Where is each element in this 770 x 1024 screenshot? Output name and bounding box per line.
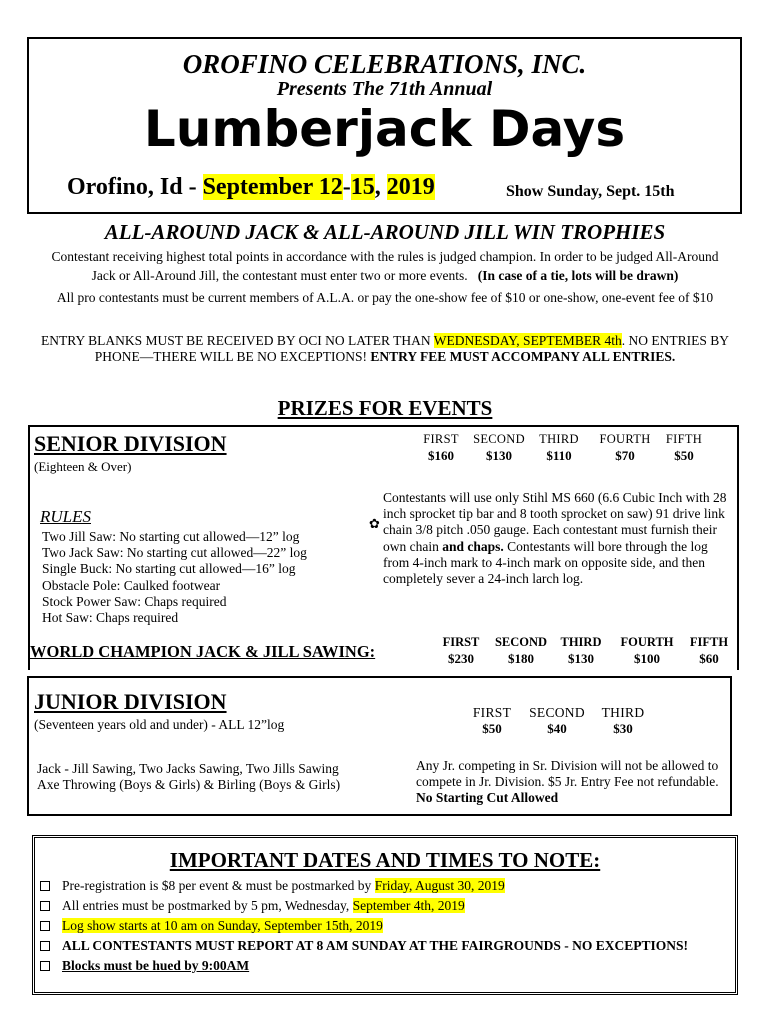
junior-prize-amount: $30 bbox=[613, 721, 633, 736]
trophies-heading: ALL-AROUND JACK & ALL-AROUND JILL WIN TROPHIES bbox=[104, 220, 666, 244]
event-title: Lumberjack Days bbox=[143, 100, 626, 158]
senior-prize-amount: $130 bbox=[486, 448, 512, 463]
location-date-line bbox=[67, 174, 435, 201]
date-item bbox=[40, 916, 688, 936]
junior-division-title: JUNIOR DIVISION bbox=[34, 689, 227, 714]
junior-events-line: Axe Throwing (Boys & Girls) & Birling (Boys & Girls) bbox=[37, 777, 341, 793]
champion-text: Contestant receiving highest total points in accordance with the rules is judged champion. In order to be judged All-Around Jack or All-Around Jill, the contestant must enter two or more events. bbox=[51, 249, 719, 283]
senior-prize-amount: $110 bbox=[546, 448, 572, 463]
date-comma: , bbox=[374, 174, 387, 200]
date-item-text: Pre-registration is $8 per event & must be postmarked by bbox=[62, 878, 375, 893]
wc-prize-amount: $100 bbox=[634, 651, 660, 666]
date-item-text: All entries must be postmarked by 5 pm, Wednesday, bbox=[62, 898, 353, 913]
date-item-text: Blocks must be hued by 9:00AM bbox=[62, 958, 250, 973]
wc-prize-amount: $230 bbox=[448, 651, 474, 666]
presents-subtitle: Presents The 71th Annual bbox=[276, 78, 493, 100]
stihl-text-1: Contestants will use only Stihl MS 660 (6.6 Cubic Inch with 28 inch sprocket tip bar and 8 tooth sprocket on saw) 91 drive link chain 3/8 pitch .050 gauge. Each contestant must furnish their own chain bbox=[383, 490, 727, 554]
date-item bbox=[40, 896, 688, 916]
date-item-highlight: Log show starts at 10 am on Sunday, September 15th, 2019 bbox=[62, 918, 383, 933]
date-item-highlight: September 4th, 2019 bbox=[352, 898, 465, 913]
important-dates-list bbox=[40, 876, 688, 976]
senior-prize-amount: $50 bbox=[674, 448, 694, 463]
junior-place-label: FIRST bbox=[472, 705, 512, 720]
senior-place-label: FOURTH bbox=[599, 432, 651, 446]
location-text: Orofino, Id - bbox=[67, 174, 203, 200]
senior-division-title: SENIOR DIVISION bbox=[34, 431, 227, 456]
junior-events bbox=[37, 761, 340, 793]
wc-place-label: THIRD bbox=[560, 635, 602, 649]
rules-title: RULES bbox=[40, 507, 91, 526]
junior-events-line: Jack - Jill Sawing, Two Jacks Sawing, Two Jills Sawing bbox=[37, 761, 339, 776]
date-highlight-2: 15 bbox=[350, 174, 375, 200]
junior-place-label: SECOND bbox=[529, 705, 585, 720]
entry-deadline-text bbox=[25, 333, 745, 365]
senior-division-subtitle: (Eighteen & Over) bbox=[34, 459, 132, 474]
junior-note-text: Any Jr. competing in Sr. Division will not be allowed to compete in Jr. Division. $5 Jr. Entry Fee not refundable. bbox=[416, 758, 719, 790]
important-dates-title: IMPORTANT DATES AND TIMES TO NOTE: bbox=[169, 848, 601, 872]
rules-list bbox=[42, 529, 307, 626]
power-saw-rules-text bbox=[383, 490, 733, 587]
wc-place-label: FIRST bbox=[442, 635, 480, 649]
champion-rules-text bbox=[50, 247, 720, 285]
senior-place-label: FIRST bbox=[423, 432, 459, 446]
rule-item: Obstacle Pole: Caulked footwear bbox=[42, 577, 221, 593]
entry-text-1: ENTRY BLANKS MUST BE RECEIVED BY OCI NO LATER THAN bbox=[41, 333, 434, 348]
stihl-bold: and chaps. bbox=[442, 538, 504, 554]
senior-prize-amount: $160 bbox=[428, 448, 454, 463]
rule-item: Two Jill Saw: No starting cut allowed—12” log bbox=[42, 529, 300, 544]
entry-text-2: . NO ENTRIES BY PHONE—THERE WILL BE NO EXCEPTIONS! bbox=[94, 333, 729, 364]
junior-prize-amount: $40 bbox=[547, 721, 567, 736]
rule-item: Two Jack Saw: No starting cut allowed—22” log bbox=[42, 545, 307, 561]
senior-prize-amount: $70 bbox=[615, 448, 635, 463]
tie-note: (In case of a tie, lots will be drawn) bbox=[477, 268, 679, 283]
date-highlight-year: 2019 bbox=[386, 174, 435, 200]
gear-bullet-icon: ✿ bbox=[369, 517, 380, 532]
date-item-text: ALL CONTESTANTS MUST REPORT AT 8 AM SUNDAY AT THE FAIRGROUNDS - NO EXCEPTIONS! bbox=[62, 938, 689, 953]
wc-place-label: SECOND bbox=[494, 635, 548, 649]
senior-place-label: FIFTH bbox=[665, 432, 703, 446]
checkbox-bullet-icon bbox=[40, 941, 50, 951]
junior-note-bold: No Starting Cut Allowed bbox=[416, 790, 559, 806]
wc-prize-amount: $60 bbox=[699, 651, 719, 666]
checkbox-bullet-icon bbox=[40, 901, 50, 911]
checkbox-bullet-icon bbox=[40, 881, 50, 891]
date-item-highlight: Friday, August 30, 2019 bbox=[374, 878, 505, 893]
stihl-text-2: Contestants will bore through the log from 4-inch mark to 4-inch mark on opposite side, and then completely sever a 24-inch larch log. bbox=[383, 538, 708, 587]
wc-place-label: FOURTH bbox=[620, 635, 674, 649]
date-dash: - bbox=[342, 174, 351, 200]
junior-note bbox=[416, 758, 736, 807]
world-champion-title: WORLD CHAMPION JACK & JILL SAWING: bbox=[30, 642, 376, 661]
junior-division-subtitle: (Seventeen years old and under) - ALL 12”log bbox=[34, 717, 285, 732]
date-item bbox=[40, 876, 688, 896]
rule-item: Stock Power Saw: Chaps required bbox=[42, 593, 227, 609]
entry-fee-note: ENTRY FEE MUST ACCOMPANY ALL ENTRIES. bbox=[370, 349, 676, 364]
rule-item: Hot Saw: Chaps required bbox=[42, 610, 179, 626]
rule-item: Single Buck: No starting cut allowed—16” log bbox=[42, 561, 296, 577]
wc-prize-amount: $130 bbox=[568, 651, 594, 666]
senior-place-label: THIRD bbox=[539, 432, 579, 446]
date-item bbox=[40, 936, 688, 956]
date-highlight-1: September 12 bbox=[202, 174, 343, 200]
wc-place-label: FIFTH bbox=[689, 635, 729, 649]
checkbox-bullet-icon bbox=[40, 961, 50, 971]
wc-prize-amount: $180 bbox=[508, 651, 534, 666]
prizes-heading: PRIZES FOR EVENTS bbox=[277, 396, 493, 420]
date-item bbox=[40, 956, 688, 976]
entry-deadline-highlight: WEDNESDAY, SEPTEMBER 4th bbox=[433, 333, 622, 348]
senior-place-label: SECOND bbox=[473, 432, 525, 446]
organization-title: OROFINO CELEBRATIONS, INC. bbox=[182, 49, 587, 79]
junior-prize-amount: $50 bbox=[482, 721, 502, 736]
show-day: Show Sunday, Sept. 15th bbox=[506, 183, 675, 200]
ala-membership-text: All pro contestants must be current members of A.L.A. or pay the one-show fee of $10 or one-show, one-event fee of $10 bbox=[56, 290, 714, 305]
junior-place-label: THIRD bbox=[601, 705, 645, 720]
checkbox-bullet-icon bbox=[40, 921, 50, 931]
